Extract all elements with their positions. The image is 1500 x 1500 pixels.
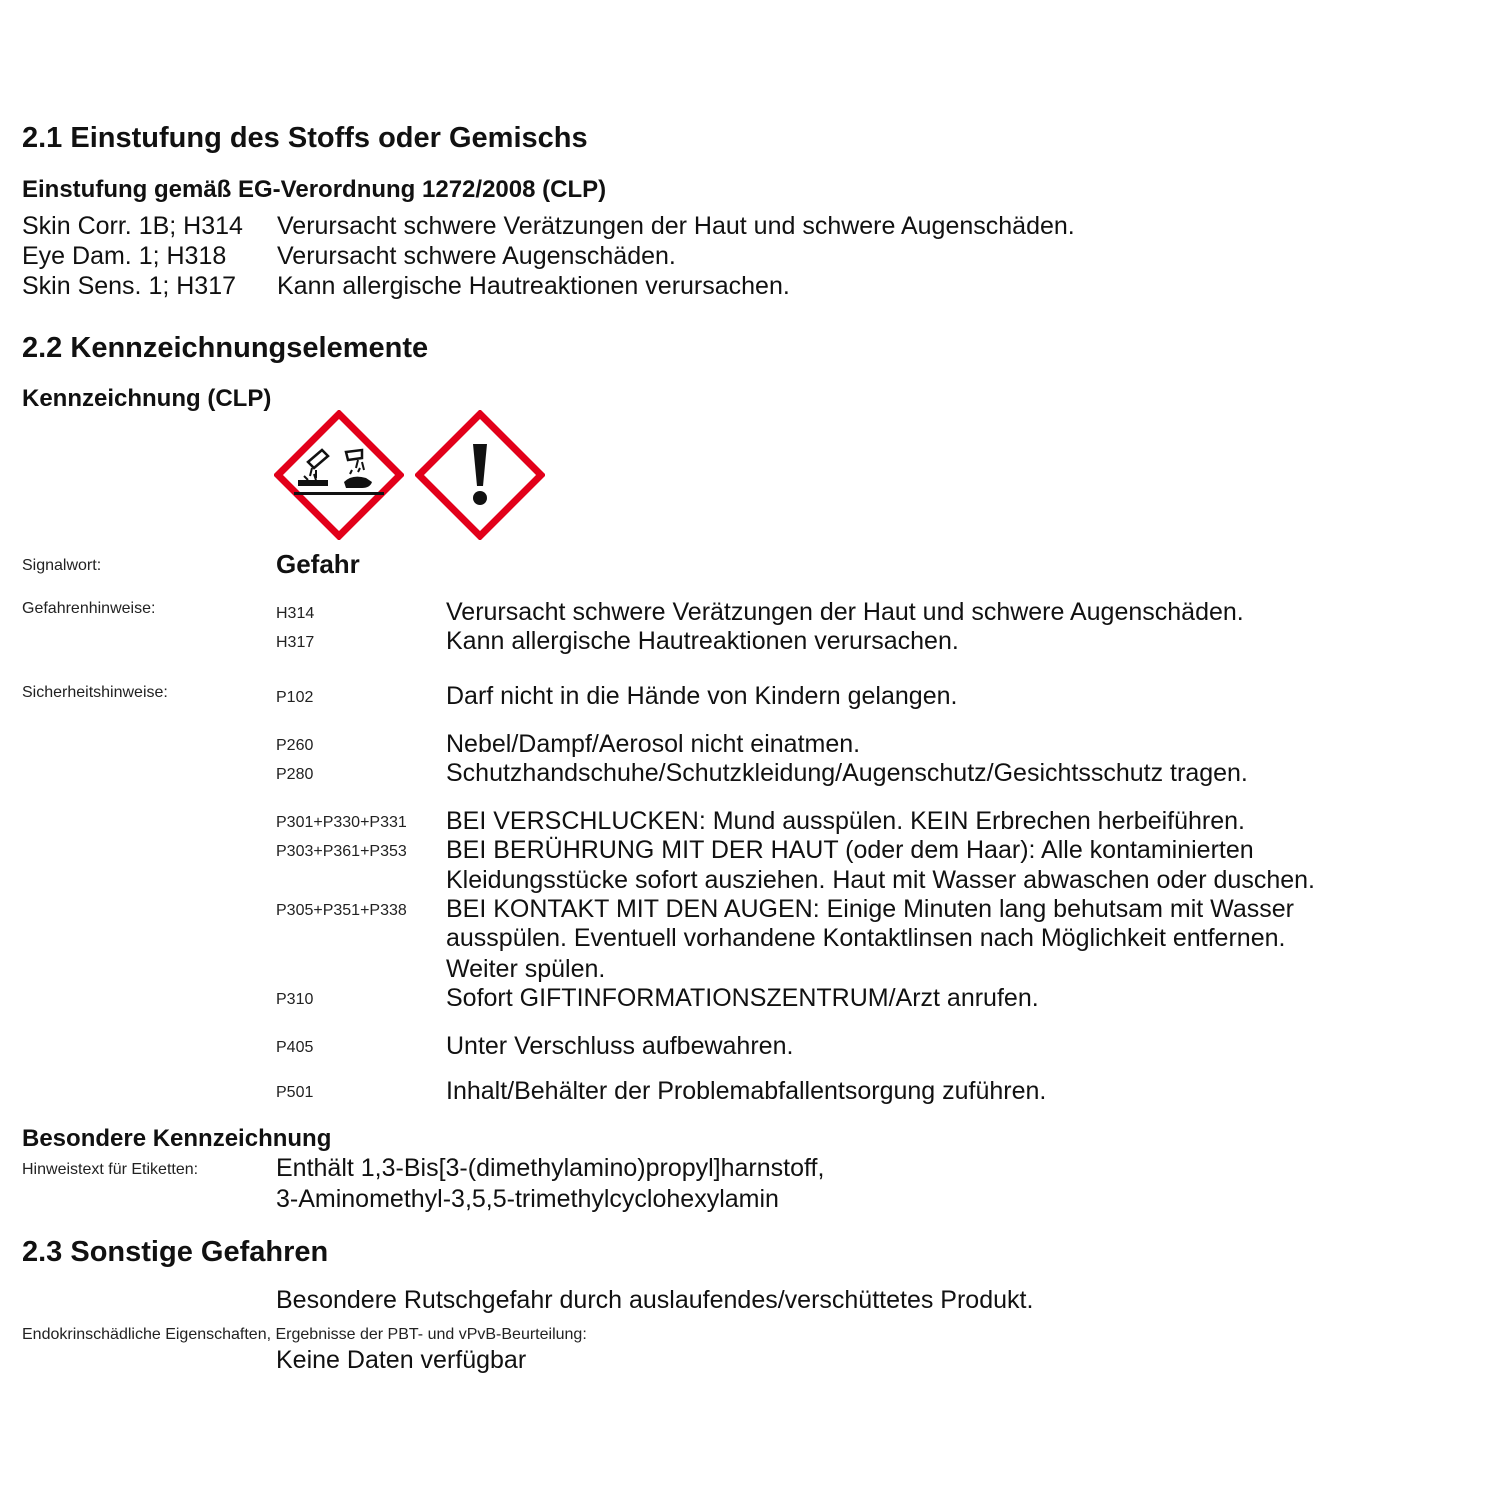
classification-code: Eye Dam. 1; H318 <box>22 242 227 270</box>
precaution-text: Nebel/Dampf/Aerosol nicht einatmen. <box>446 730 861 758</box>
precaution-text: Darf nicht in die Hände von Kindern gelangen. <box>446 682 958 710</box>
section-2-2-heading: 2.2 Kennzeichnungselemente <box>22 332 429 364</box>
endocrine-value: Keine Daten verfügbar <box>276 1346 527 1374</box>
precaution-code: P280 <box>276 766 314 783</box>
hazard-text: Verursacht schwere Verätzungen der Haut und schwere Augenschäden. <box>446 598 1244 626</box>
precaution-code: P405 <box>276 1039 314 1056</box>
hazard-code: H317 <box>276 634 315 651</box>
precaution-text: BEI BERÜHRUNG MIT DER HAUT (oder dem Haar): Alle kontaminierten <box>446 836 1254 864</box>
precaution-text: ausspülen. Eventuell vorhandene Kontaktlinsen nach Möglichkeit entfernen. <box>446 924 1286 952</box>
section-2-1-heading: 2.1 Einstufung des Stoffs oder Gemischs <box>22 122 588 154</box>
classification-text: Kann allergische Hautreaktionen verursachen. <box>277 272 790 300</box>
signal-word-label: Signalwort: <box>22 557 102 574</box>
precaution-code: P501 <box>276 1084 314 1101</box>
precaution-text: BEI KONTAKT MIT DEN AUGEN: Einige Minuten lang behutsam mit Wasser <box>446 895 1294 923</box>
section-2-3-heading: 2.3 Sonstige Gefahren <box>22 1236 329 1268</box>
precaution-code: P260 <box>276 737 314 754</box>
label-note-label: Hinweistext für Etiketten: <box>22 1161 199 1178</box>
classification-subheading: Einstufung gemäß EG-Verordnung 1272/2008 (CLP) <box>22 176 607 203</box>
precaution-code: P310 <box>276 991 314 1008</box>
classification-code: Skin Corr. 1B; H314 <box>22 212 243 240</box>
label-note-text: Enthält 1,3-Bis[3-(dimethylamino)propyl]harnstoff, <box>276 1154 825 1182</box>
precaution-text: BEI VERSCHLUCKEN: Mund ausspülen. KEIN Erbrechen herbeiführen. <box>446 807 1245 835</box>
precaution-code: P301+P330+P331 <box>276 814 407 831</box>
endocrine-label: Endokrinschädliche Eigenschaften, Ergebnisse der PBT- und vPvB-Beurteilung: <box>22 1326 587 1343</box>
precaution-text: Schutzhandschuhe/Schutzkleidung/Augenschutz/Gesichtsschutz tragen. <box>446 759 1248 787</box>
hazard-statements-label: Gefahrenhinweise: <box>22 600 156 617</box>
labelling-subheading: Kennzeichnung (CLP) <box>22 385 272 412</box>
precaution-text: Inhalt/Behälter der Problemabfallentsorgung zuführen. <box>446 1077 1047 1105</box>
hazard-code: H314 <box>276 605 315 622</box>
label-note-text: 3-Aminomethyl-3,5,5-trimethylcyclohexylamin <box>276 1185 779 1213</box>
hazard-text: Kann allergische Hautreaktionen verursachen. <box>446 627 959 655</box>
precaution-text: Weiter spülen. <box>446 955 606 983</box>
classification-text: Verursacht schwere Verätzungen der Haut und schwere Augenschäden. <box>277 212 1075 240</box>
precaution-code: P303+P361+P353 <box>276 843 407 860</box>
precaution-text: Unter Verschluss aufbewahren. <box>446 1032 794 1060</box>
precautionary-statements-label: Sicherheitshinweise: <box>22 684 168 701</box>
signal-word: Gefahr <box>276 549 360 579</box>
corrosion-icon <box>274 410 404 540</box>
precaution-code: P102 <box>276 689 314 706</box>
classification-code: Skin Sens. 1; H317 <box>22 272 237 300</box>
special-labelling-heading: Besondere Kennzeichnung <box>22 1125 332 1152</box>
precaution-text: Kleidungsstücke sofort ausziehen. Haut mit Wasser abwaschen oder duschen. <box>446 866 1315 894</box>
precaution-code: P305+P351+P338 <box>276 902 407 919</box>
other-hazards-text: Besondere Rutschgefahr durch auslaufendes/verschüttetes Produkt. <box>276 1286 1034 1314</box>
exclamation-mark-icon <box>415 410 545 540</box>
classification-text: Verursacht schwere Augenschäden. <box>277 242 676 270</box>
precaution-text: Sofort GIFTINFORMATIONSZENTRUM/Arzt anrufen. <box>446 984 1039 1012</box>
